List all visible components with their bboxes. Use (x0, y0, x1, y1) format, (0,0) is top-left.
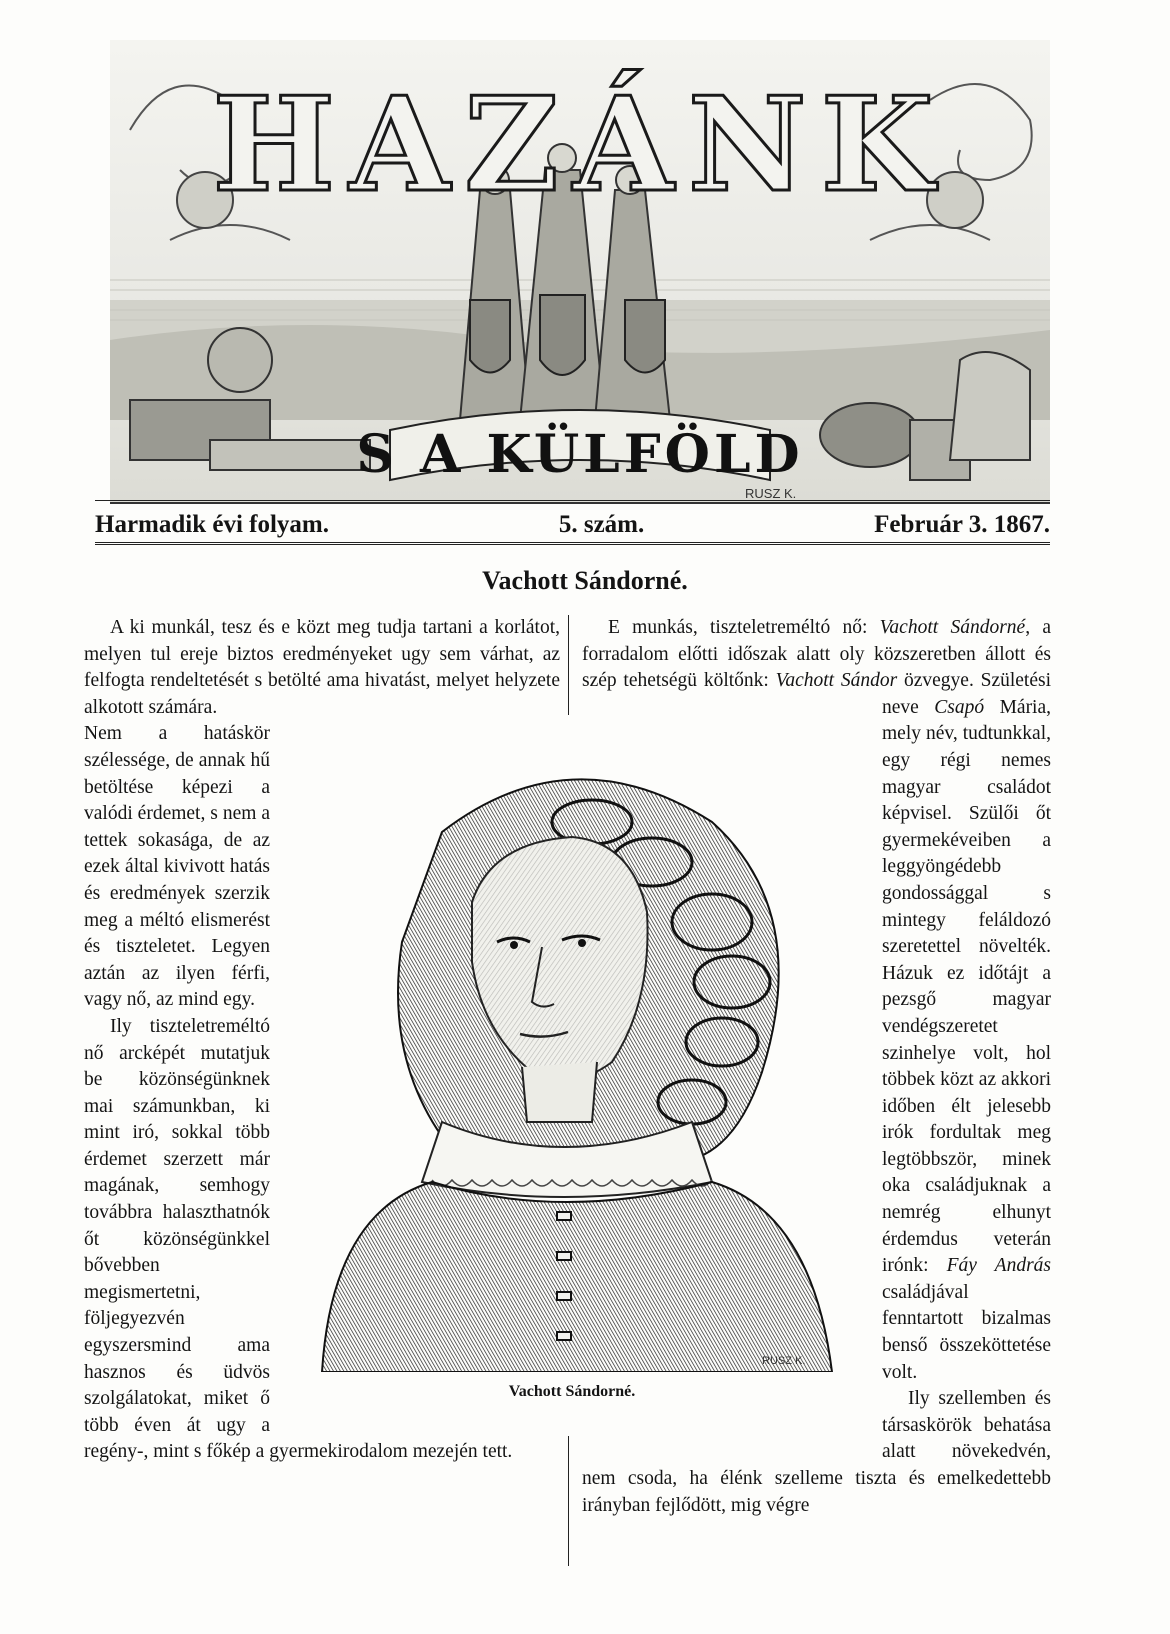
issue-rule-bottom (95, 542, 1050, 545)
issue-volume: Harmadik évi folyam. (95, 511, 330, 538)
intro-paragraph: A ki munkál, tesz és e közt meg tudja tartani a korlátot, melyen tul ereje biztos eredményeket ugy sem várhat, az felfogta rendeltetését s betölté ama hivatást, melyet helyzete alkotott számára. (84, 617, 560, 718)
column-divider-bottom (568, 1436, 569, 1566)
issue-line (95, 505, 1050, 545)
name-csapo: Csapó (934, 696, 985, 718)
right-text-d: Mária, mely név, tudtunkkal, egy régi nemes magyar családot képvisel. Szülői őt gyermekéveiben a leggyöngédebb gondossággal s mintegy feláldozó szeretettel növelték. Házuk ez időtájt a pezsgő magyar vendégszeretet szinhelye volt, hol többek közt az akkori időben élt jelesebb irók fordultak meg legtöbbször, minek oka családjuknak a nemrég elhunyt érdemdus veterán irónk: (882, 696, 1052, 1277)
masthead-title: HAZÁNK (212, 68, 948, 221)
issue-date: Február 3. 1867. (874, 511, 1050, 538)
right-text-b: , a forradalom előtti időszak alatt oly közszeretben állott és szép tehetségü költőnk: (582, 617, 1051, 692)
portrait-caption: Vachott Sándorné. (508, 1383, 636, 1400)
masthead-subtitle: S A KÜLFÖLD (356, 424, 804, 485)
masthead-engraving (110, 40, 1050, 504)
portrait-signature: RUSZ K. (762, 1355, 806, 1367)
column-divider-top (568, 615, 569, 715)
engraver-mark: RUSZ K. (745, 486, 797, 501)
right-paragraph-2: Ily szellemben és társaskörök behatása alatt növekedvén, nem csoda, ha élénk szelleme tiszta és emelkedettebb irányban fejlődött, mig végre (582, 1388, 1051, 1516)
article-title: Vachott Sándorné. (482, 566, 688, 595)
right-text-a: E munkás, tiszteletreméltó nő: (608, 617, 880, 638)
right-text-c: özvegye. Születési neve (882, 670, 1051, 718)
masthead-illustration (110, 40, 1050, 502)
right-text-e: családjával fenntartott bizalmas benső összeköttetése volt. (882, 1281, 1051, 1383)
name-vachott-sandorne: Vachott Sándorné (879, 617, 1026, 638)
left-paragraph-2-text: Ily tiszteletreméltó nő arcképét mutatjuk be közönségünknek mai számunkban, ki mint iró, sokkal több érdemet szerzett már magának, semhogy továbbra halaszthatnók őt közönségünkkel bővebben megismertetni, följegyezvén egyszersmind ama hasznos és üdvös szolgálatokat, miket ő több éven át ugy a regény-, mint s főkép a gyermekirodalom mezején tett. (84, 1015, 513, 1463)
issue-number: 5. szám. (558, 511, 645, 538)
name-fay-andras: Fáy András (946, 1255, 1051, 1277)
name-vachott-sandor: Vachott Sándor (775, 670, 898, 692)
issue-rule-top (95, 500, 1050, 501)
portrait-engraving (292, 742, 852, 1372)
portrait-illustration (292, 742, 852, 1372)
right-continuation (882, 697, 1051, 1383)
left-paragraph-1: Nem a hatáskör szélessége, de annak hű betöltése képezi a valódi érdemet, s nem a tettek sokasága, de az ezek által kivivott hatás és eredmények szerzik meg a méltó elismerést és tiszteletet. Legyen aztán az ilyen férfi, vagy nő, az mind egy. (84, 723, 270, 1011)
